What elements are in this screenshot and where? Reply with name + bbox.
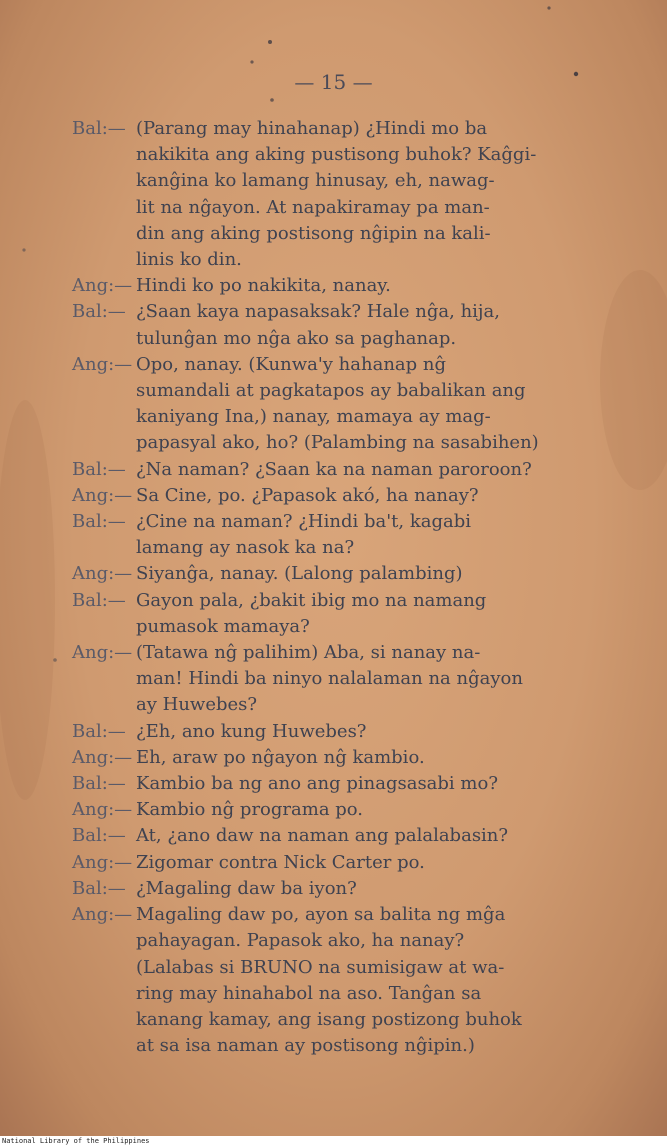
- speaker-label: Bal:—: [72, 720, 126, 742]
- dialogue-turn: [72, 850, 592, 876]
- text-line: din ang aking postisong nĝipin na kali-: [136, 222, 491, 244]
- speaker-label: Bal:—: [72, 458, 126, 480]
- speaker-label: Bal:—: [72, 825, 126, 847]
- footer-credit: National Library of the Philippines: [2, 1137, 150, 1145]
- dialogue-turn: [72, 116, 592, 273]
- dialogue-turn: [72, 719, 592, 745]
- text-line: ay Huwebes?: [136, 694, 258, 716]
- text-line: Opo, nanay. (Kunwa'y hahanap nĝ: [136, 353, 446, 375]
- speaker-label: Ang:—: [72, 904, 133, 926]
- dialogue-text: [136, 483, 592, 509]
- dialogue-text: [136, 719, 592, 745]
- dialogue-text: [136, 352, 592, 457]
- text-line: sumandali at pagkatapos ay babalikan ang: [136, 380, 526, 402]
- dialogue-text: [136, 273, 592, 299]
- text-line: (Tatawa nĝ palihim) Aba, si nanay na-: [136, 642, 481, 664]
- text-line: lit na nĝayon. At napakiramay pa man-: [136, 196, 490, 218]
- dialogue-turn: [72, 902, 592, 1059]
- text-line: (Parang may hinahanap) ¿Hindi mo ba: [136, 118, 488, 139]
- dialogue-turn: [72, 588, 592, 640]
- text-line: Kambio ba ng ano ang pinagsasabi mo?: [136, 773, 498, 795]
- dialogue-text: [136, 823, 592, 849]
- text-line: Sa Cine, po. ¿Papasok akó, ha nanay?: [136, 484, 479, 506]
- text-line: ring may hinahabol na aso. Tanĝan sa: [136, 982, 482, 1004]
- dialogue-text: [136, 457, 592, 483]
- text-line: pahayagan. Papasok ako, ha nanay?: [136, 930, 465, 952]
- text-line: (Lalabas si BRUNO na sumisigaw at wa-: [136, 956, 505, 978]
- text-line: linis ko din.: [136, 249, 242, 271]
- text-line: at sa isa naman ay postisong nĝipin.): [136, 1035, 475, 1057]
- dialogue-turn: [72, 640, 592, 719]
- dialogue-text: [136, 745, 592, 771]
- dialogue-turn: [72, 745, 592, 771]
- dialogue-turn: [72, 299, 592, 351]
- text-line: ¿Magaling daw ba iyon?: [136, 877, 357, 899]
- speaker-label: Ang:—: [72, 353, 133, 375]
- dialogue-text: [136, 797, 592, 823]
- dialogue-turn: [72, 273, 592, 299]
- speaker-label: Ang:—: [72, 275, 133, 297]
- text-line: Magaling daw po, ayon sa balita ng mĝa: [136, 904, 506, 926]
- text-line: ¿Saan kaya napasaksak? Hale nĝa, hija,: [136, 301, 500, 323]
- speaker-label: Ang:—: [72, 851, 133, 873]
- dialogue-text: [136, 116, 592, 273]
- text-line: ¿Na naman? ¿Saan ka na naman paroroon?: [136, 458, 532, 480]
- page-number: — 15 —: [294, 70, 373, 94]
- speaker-label: Ang:—: [72, 484, 133, 506]
- dialogue-text: [136, 640, 592, 719]
- text-line: kanĝina ko lamang hinusay, eh, nawag-: [136, 170, 495, 192]
- dialogue-text: [136, 902, 592, 1059]
- text-line: Zigomar contra Nick Carter po.: [136, 851, 425, 873]
- text-line: Hindi ko po nakikita, nanay.: [136, 275, 391, 297]
- dialogue-text: [136, 771, 592, 797]
- text-line: pumasok mamaya?: [136, 615, 310, 637]
- speaker-label: Bal:—: [72, 773, 126, 795]
- dialogue-text: [136, 509, 592, 561]
- speaker-label: Ang:—: [72, 746, 133, 768]
- dialogue-turn: [72, 457, 592, 483]
- dialogue-turn: [72, 561, 592, 587]
- text-line: Gayon pala, ¿bakit ibig mo na namang: [136, 589, 487, 611]
- text-line: lamang ay nasok ka na?: [136, 537, 355, 559]
- speaker-label: Bal:—: [72, 877, 126, 899]
- dialogue-turn: [72, 509, 592, 561]
- dialogue-turn: [72, 797, 592, 823]
- dialogue: [72, 116, 592, 1059]
- speaker-label: Bal:—: [72, 301, 126, 323]
- text-line: ¿Cine na naman? ¿Hindi ba't, kagabi: [136, 511, 472, 533]
- speaker-label: Bal:—: [72, 511, 126, 533]
- text-line: Kambio nĝ programa po.: [136, 799, 364, 821]
- speaker-label: Bal:—: [72, 118, 126, 139]
- dialogue-turn: [72, 483, 592, 509]
- dialogue-text: [136, 561, 592, 587]
- dialogue-text: [136, 588, 592, 640]
- text-line: kaniyang Ina,) nanay, mamaya ay mag-: [136, 406, 491, 428]
- text-line: ¿Eh, ano kung Huwebes?: [136, 720, 367, 742]
- dialogue-turn: [72, 352, 592, 457]
- speaker-label: Ang:—: [72, 799, 133, 821]
- dialogue-turn: [72, 771, 592, 797]
- dialogue-turn: [72, 823, 592, 849]
- text-line: Siyanĝa, nanay. (Lalong palambing): [136, 563, 463, 585]
- text-line: Eh, araw po nĝayon nĝ kambio.: [136, 746, 425, 768]
- dialogue-text: [136, 876, 592, 902]
- speaker-label: Ang:—: [72, 563, 133, 585]
- dialogue-text: [136, 299, 592, 351]
- text-line: papasyal ako, ho? (Palambing na sasabihen): [136, 432, 539, 454]
- dialogue-text: [136, 850, 592, 876]
- text-line: kanang kamay, ang isang postizong buhok: [136, 1008, 522, 1030]
- text-line: man! Hindi ba ninyo nalalaman na nĝayon: [136, 668, 523, 690]
- text-line: tulunĝan mo nĝa ako sa paghanap.: [136, 327, 457, 349]
- dialogue-turn: [72, 876, 592, 902]
- speaker-label: Bal:—: [72, 589, 126, 611]
- text-line: nakikita ang aking pustisong buhok? Kaĝgi-: [136, 144, 537, 166]
- text-line: At, ¿ano daw na naman ang palalabasin?: [136, 825, 509, 847]
- speaker-label: Ang:—: [72, 642, 133, 664]
